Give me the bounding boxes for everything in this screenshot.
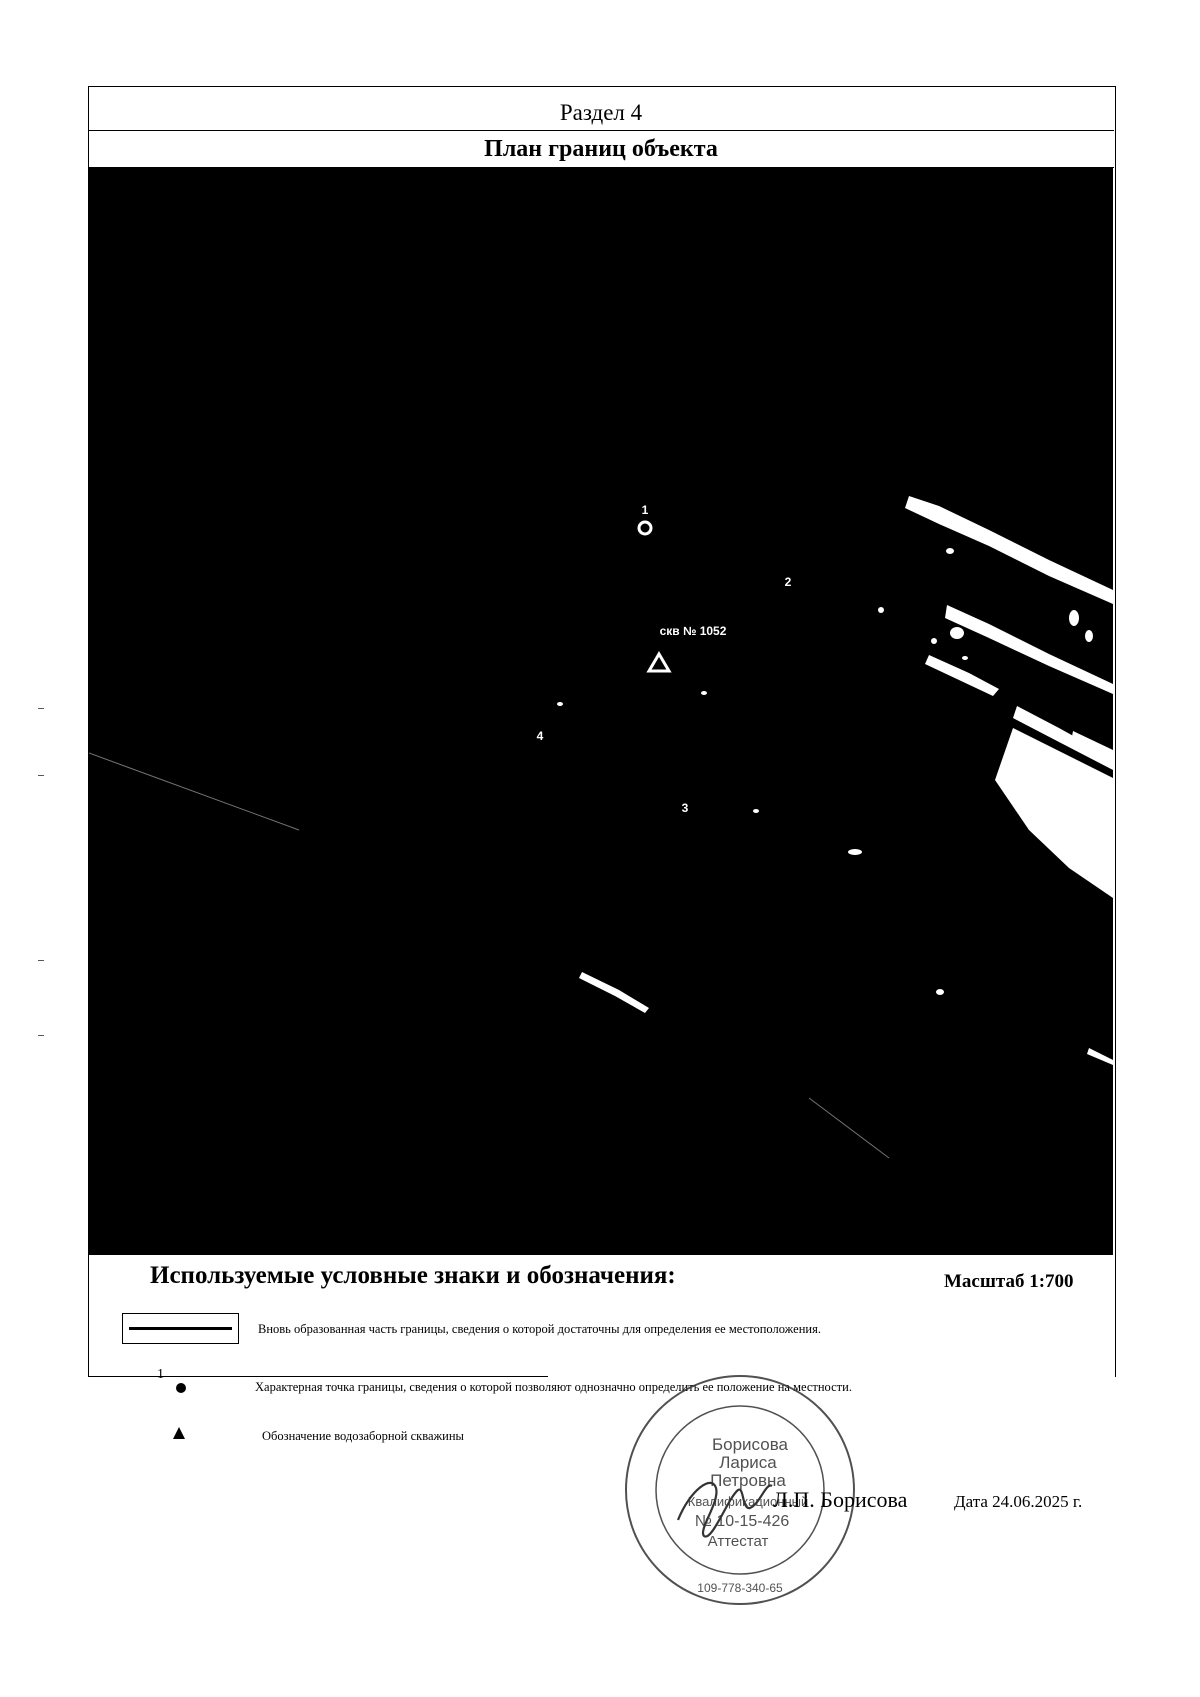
map-road-strip-1	[905, 496, 1113, 604]
map-image	[89, 168, 1113, 1254]
margin-tick-1	[38, 708, 44, 709]
plan-title: План границ объекта	[88, 131, 1114, 168]
scale-label: Масштаб 1:700	[944, 1271, 1074, 1292]
stamp-line-4: Квалификационный	[687, 1494, 809, 1509]
map-spot-10	[557, 702, 563, 706]
boundary-plan-map	[89, 168, 1113, 1255]
map-road-strip-3	[925, 655, 999, 696]
map-edge-line-2	[809, 1098, 889, 1158]
map-spot-3	[1085, 630, 1093, 642]
map-spot-9	[936, 989, 944, 995]
map-spot-5	[878, 607, 884, 613]
map-spot-4	[946, 548, 954, 554]
legend-point-number: 1	[157, 1367, 164, 1382]
well-label: скв № 1052	[659, 624, 727, 638]
bottom-rule	[88, 1376, 548, 1377]
well-marker	[649, 654, 669, 671]
stamp-line-6: Аттестат	[707, 1533, 769, 1550]
boundary-line-icon	[122, 1313, 239, 1344]
stamp-line-3: Петровна	[710, 1471, 786, 1490]
map-edge-line-1	[89, 753, 299, 830]
map-spot-11	[701, 691, 707, 695]
map-spot-6	[931, 638, 937, 644]
well-triangle-icon	[173, 1427, 185, 1439]
boundary-point-2-label: 2	[784, 575, 792, 589]
boundary-point-icon	[176, 1383, 186, 1393]
legend-well-text: Обозначение водозаборной скважины	[262, 1429, 464, 1443]
boundary-point-4-label: 4	[536, 729, 544, 743]
section-header: Раздел 4	[88, 86, 1114, 131]
boundary-point-1-label: 1	[641, 503, 649, 517]
margin-tick-3	[38, 960, 44, 961]
map-road-strip-7	[1087, 1048, 1113, 1065]
map-spot-8	[848, 849, 862, 855]
map-spot-7	[962, 656, 968, 660]
signer-name: Л.П. Борисова	[773, 1487, 908, 1512]
boundary-point-3-label: 3	[681, 801, 689, 815]
map-spot-12	[753, 809, 759, 813]
boundary-line-bar	[129, 1327, 232, 1330]
margin-tick-4	[38, 1035, 44, 1036]
stamp-ring-number: 109-778-340-65	[697, 1581, 783, 1595]
map-spot-1	[950, 627, 964, 639]
boundary-point-1-marker	[639, 522, 651, 534]
stamp-line-5: № 10-15-426	[694, 1513, 790, 1530]
legend-boundary-point-text: Характерная точка границы, сведения о которой позволяют однозначно определить ее положение на местности.	[255, 1380, 852, 1394]
stamp-line-2: Лариса	[719, 1453, 777, 1472]
stamp-line-1: Борисова	[711, 1435, 789, 1454]
margin-tick-2	[38, 775, 44, 776]
legend-title: Используемые условные знаки и обозначения:	[150, 1262, 676, 1289]
map-faint-edges	[89, 753, 889, 1158]
map-spot-2	[1069, 610, 1079, 626]
legend-boundary-line-text: Вновь образованная часть границы, сведения о которой достаточны для определения ее местоположения.	[258, 1322, 821, 1336]
map-road-strip-6	[579, 972, 649, 1013]
map-structures	[557, 496, 1113, 1065]
signature-date: Дата 24.06.2025 г.	[954, 1492, 1083, 1511]
